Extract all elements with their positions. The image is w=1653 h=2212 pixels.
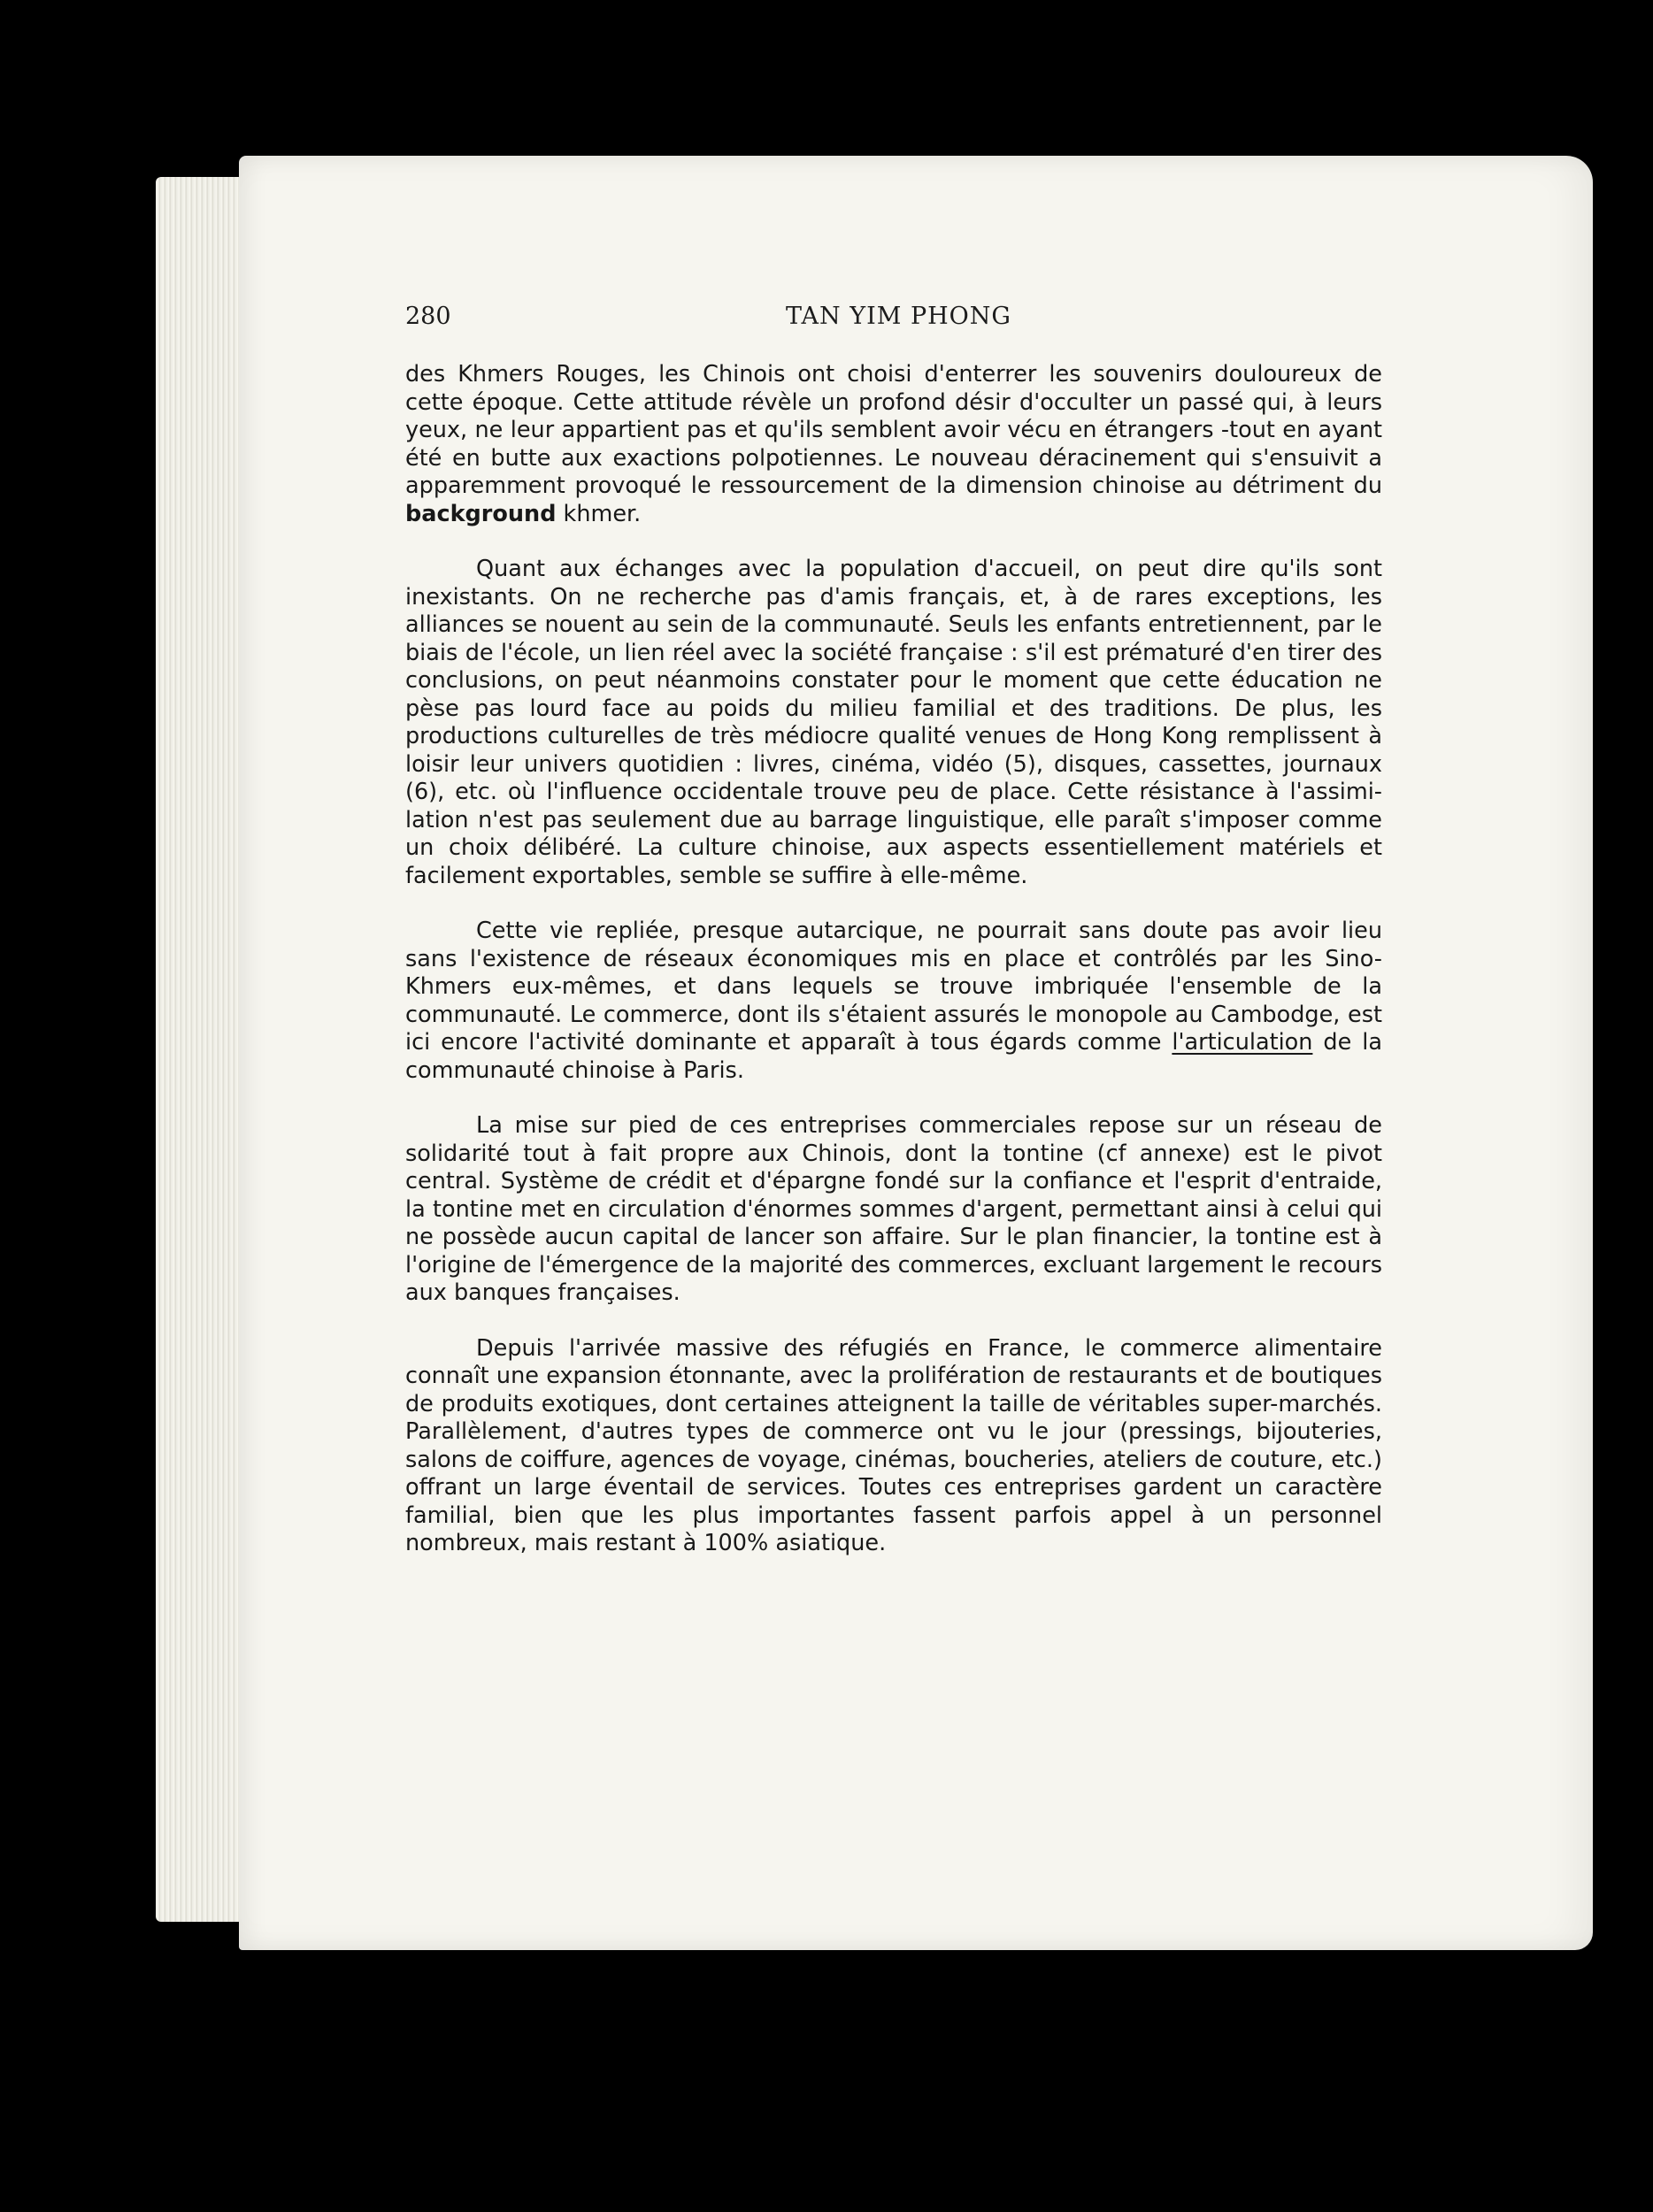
page-number: 280 bbox=[405, 303, 451, 330]
underlined-word-articulation: l'articulation bbox=[1172, 1029, 1313, 1056]
bold-word-background: background bbox=[405, 500, 557, 527]
paragraph-5: Depuis l'arrivée massive des réfugiés en France, le commerce alimentaire connaît une expansion étonnante, avec la prolifération de restaurants et de boutiques de produits exotiques, dont certaines atteignent la taille de véritables super-marchés. Parallèlement, d'autres types de commerce ont vu le jour (pressings, bijouteries, salons de coiffure, agences de voyage, cinémas, boucheries, ateliers de couture, etc.) offrant un large éventail de services. Toutes ces entreprises gardent un caractère familial, bien que les plus importantes fassent parfois appel à un personnel nombreux, mais restant à 100% asiatique. bbox=[405, 1334, 1382, 1556]
paragraph-2: Quant aux échanges avec la population d'accueil, on peut dire qu'ils sont inexistants. On ne recherche pas d'amis français, et, à de rares exceptions, les alliances se nouent au sein de la communauté. Seuls les enfants entretiennent, par le biais de l'école, un lien réel avec la société française : s'il est prématuré d'en tirer des conclusions, on peut néanmoins constater pour le moment que cette éducation ne pèse pas lourd face au poids du milieu familial et des traditions. De plus, les productions culturelles de très médiocre qualité venues de Hong Kong remplissent à loisir leur univers quotidien : livres, cinéma, vidéo (5), disques, cassettes, journaux (6), etc. où l'influence occidentale trouve peu de place. Cette résistance à l'assimilation n'est pas seulement due au barrage linguistique, elle paraît s'imposer comme un choix délibéré. La culture chinoise, aux aspects essentiellement matériels et facilement exportables, semble se suffire à elle-même. bbox=[405, 556, 1382, 889]
paragraph-4: La mise sur pied de ces entreprises commerciales repose sur un réseau de solidarité tout à fait propre aux Chinois, dont la tontine (cf annexe) est le pivot central. Système de crédit et d'épargne fondé sur la confiance et l'esprit d'entraide, la tontine met en circulation d'énormes sommes d'argent, permettant ainsi à celui qui ne possède aucun capital de lancer son affaire. Sur le plan financier, la tontine est à l'origine de l'émergence de la majorité des commerces, excluant largement le recours aux banques françaises. bbox=[405, 1112, 1382, 1306]
paragraph-1: des Khmers Rouges, les Chinois ont choisi d'enterrer les souvenirs douloureux de cette époque. Cette attitude révèle un profond désir d'occulter un passé qui, à leurs yeux, ne leur appartient pas et qu'ils semblent avoir vécu en étrangers -tout en ayant été en butte aux exactions polpotiennes. Le nouveau déracinement qui s'ensuivit a apparemment provoqué le ressourcement de la dimension chinoise au détriment du background khmer. bbox=[405, 361, 1382, 527]
paragraph-3: Cette vie repliée, presque autarcique, ne pourrait sans doute pas avoir lieu sans l'existence de réseaux économiques mis en place et contrôlés par les Sino-Khmers eux-mêmes, et dans lequels se trouve imbriquée l'ensemble de la communauté. Le commerce, dont ils s'étaient assurés le monopole au Cambodge, est ici encore l'activité dominante et apparaît à tous égards comme l'articulation de la communauté chinoise à Paris. bbox=[405, 918, 1382, 1084]
page-header bbox=[405, 299, 1382, 340]
running-head-author: TAN YIM PHONG bbox=[786, 303, 1011, 330]
body-text bbox=[405, 361, 1382, 1586]
